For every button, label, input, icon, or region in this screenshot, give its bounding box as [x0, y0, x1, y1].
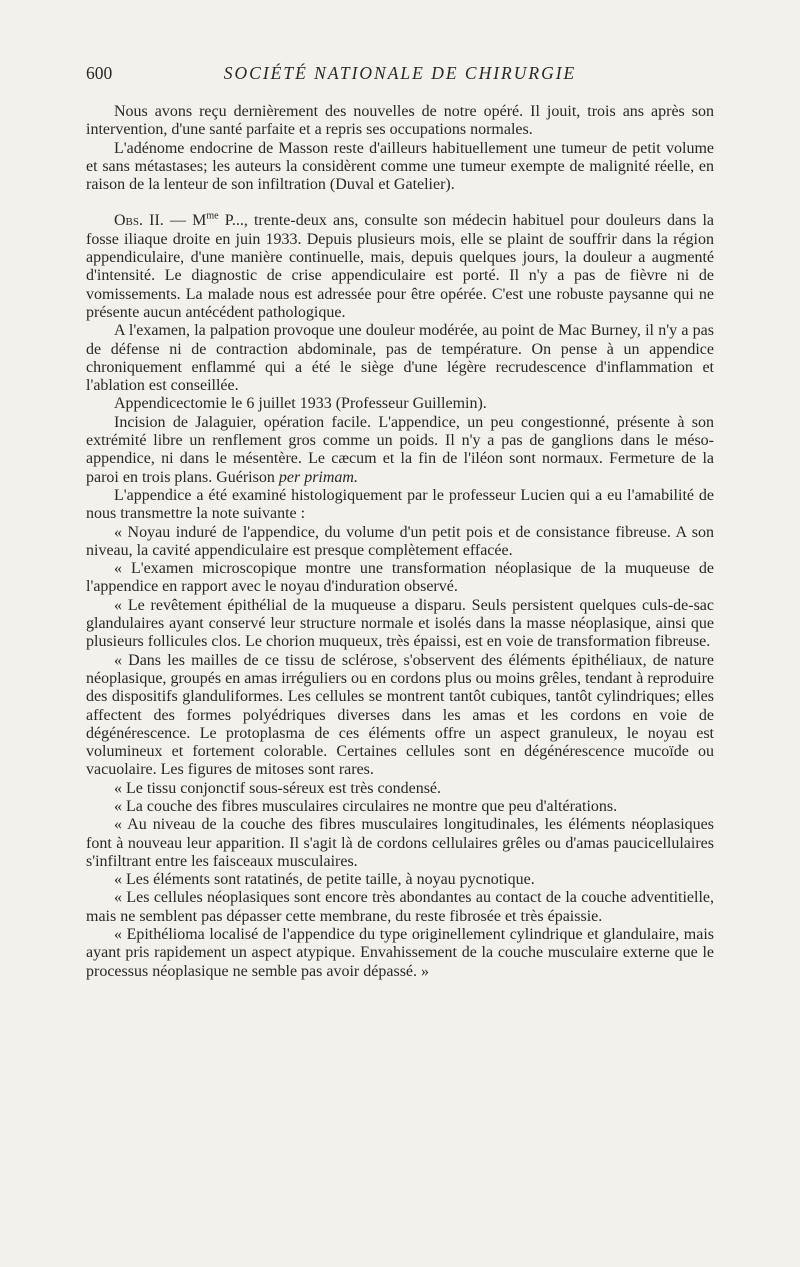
- honorific: M: [192, 212, 207, 230]
- quoted-paragraph: « Les cellules néoplasiques sont encore très abondantes au contact de la couche adventitielle, mais ne semblent pas dépasser cette membrane, du reste fibrosée et très épaissie.: [86, 889, 714, 925]
- quoted-paragraph: « Les éléments sont ratatinés, de petite taille, à noyau pycnotique.: [114, 871, 535, 889]
- quoted-paragraph: « Epithélioma localisé de l'appendice du type originellement cylindrique et glandulaire, mais ayant pris rapidement un aspect atypique. Envahissement de la couche musculaire externe que le processus néoplasique ne semble pas avoir dépassé. »: [86, 926, 714, 980]
- paragraph: Nous avons reçu dernièrement des nouvelles de notre opéré. Il jouit, trois ans après son intervention, d'une santé parfaite et a repris ses occupations normales.: [86, 103, 714, 139]
- quoted-paragraph: « Le tissu conjonctif sous-séreux est très condensé.: [114, 779, 442, 797]
- quoted-paragraph: « Dans les mailles de ce tissu de sclérose, s'observent des éléments épithéliaux, de nature néoplasique, groupés en amas irréguliers ou en cordons plus ou moins grêles, tendant à reproduire des dispositifs glanduliformes. Les cellules se montrent tantôt cubiques, tantôt cylindriques; elles affectent des formes polyédriques diverses dans les amas et les cordons en voie de dégénérescence. Le protoplasma de ces éléments offre un aspect granuleux, le noyau est volumineux et fortement colorable. Certaines cellules sont en dégénérescence mucoïde ou vacuolaire. Les figures de mitoses sont rares.: [86, 651, 714, 779]
- em-dash: —: [163, 212, 193, 230]
- quoted-paragraph: « La couche des fibres musculaires circulaires ne montre que peu d'altérations.: [114, 797, 618, 815]
- quoted-paragraph: « L'examen microscopique montre une transformation néoplasique de la muqueuse de l'appendice en rapport avec le noyau d'induration observé.: [86, 560, 714, 596]
- honorific-superscript: me: [206, 211, 219, 223]
- paragraph: L'appendice a été examiné histologiquement par le professeur Lucien qui a eu l'amabilité de nous transmettre la note suivante :: [86, 486, 714, 523]
- italic-phrase: per primam.: [278, 468, 358, 486]
- observation-text: P..., trente-deux ans, consulte son médecin habituel pour douleurs dans la fosse iliaque droite en juin 1933. Depuis plusieurs mois, elle se plaint de souffrir dans la région appendiculaire, d'une manière continuelle, mais, depuis quelques jours, la douleur a augmenté d'intensité. Le diagnostic de crise appendiculaire est porté. Il n'y a pas de fièvre ni de vomissements. La malade nous est adressée pour être opérée. C'est une robuste paysanne qui ne présente aucun antécédent pathologique.: [86, 212, 715, 321]
- paragraph: Appendicectomie le 6 juillet 1933 (Professeur Guillemin).: [114, 395, 487, 413]
- observation-paragraph: [86, 212, 714, 322]
- observation-label: Obs. II.: [114, 212, 164, 230]
- paragraph: A l'examen, la palpation provoque une douleur modérée, au point de Mac Burney, il n'y a pas de défense ni de contraction abdominale, pas de température. On pense à un appendice chroniquement enflammé qui a été le siège d'une légère recrudescence d'inflammation et l'ablation est conseillée.: [86, 322, 714, 395]
- paragraph: [86, 414, 714, 487]
- page-header: [86, 60, 714, 86]
- paragraph-text: Incision de Jalaguier, opération facile. L'appendice, un peu congestionné, présente à son extrémité libre un renflement gros comme un poids. Il n'y a pas de ganglions dans le méso-appendice, ni dans le mésentère. Le cæcum et la fin de l'iléon sont normaux. Fermeture de la paroi en trois plans. Guérison: [86, 413, 714, 486]
- running-head: SOCIÉTÉ NATIONALE DE CHIRURGIE: [223, 63, 577, 83]
- body-text: [86, 103, 714, 981]
- page-number: 600: [86, 63, 113, 83]
- paragraph: L'adénome endocrine de Masson reste d'ailleurs habituellement une tumeur de petit volume et sans métastases; les auteurs la considèrent comme une tumeur exempte de malignité réelle, en raison de la lenteur de son infiltration (Duval et Gatelier).: [86, 139, 714, 194]
- quoted-paragraph: « Le revêtement épithélial de la muqueuse a disparu. Seuls persistent quelques culs-de-sac glandulaires ayant conservé leur structure normale et isolés dans la masse néoplasique, ainsi que plusieurs follicules clos. Le chorion muqueux, très épaissi, est en voie de transformation fibreuse.: [86, 596, 714, 651]
- quoted-paragraph: « Au niveau de la couche des fibres musculaires longitudinales, les éléments néoplasiques font à nouveau leur apparition. Il s'agit là de cordons cellulaires grêles ou d'amas paucicellulaires s'infiltrant entre les faisceaux musculaires.: [86, 816, 714, 870]
- quoted-paragraph: « Noyau induré de l'appendice, du volume d'un petit pois et de consistance fibreuse. A son niveau, la cavité appendiculaire est presque complètement effacée.: [86, 523, 714, 559]
